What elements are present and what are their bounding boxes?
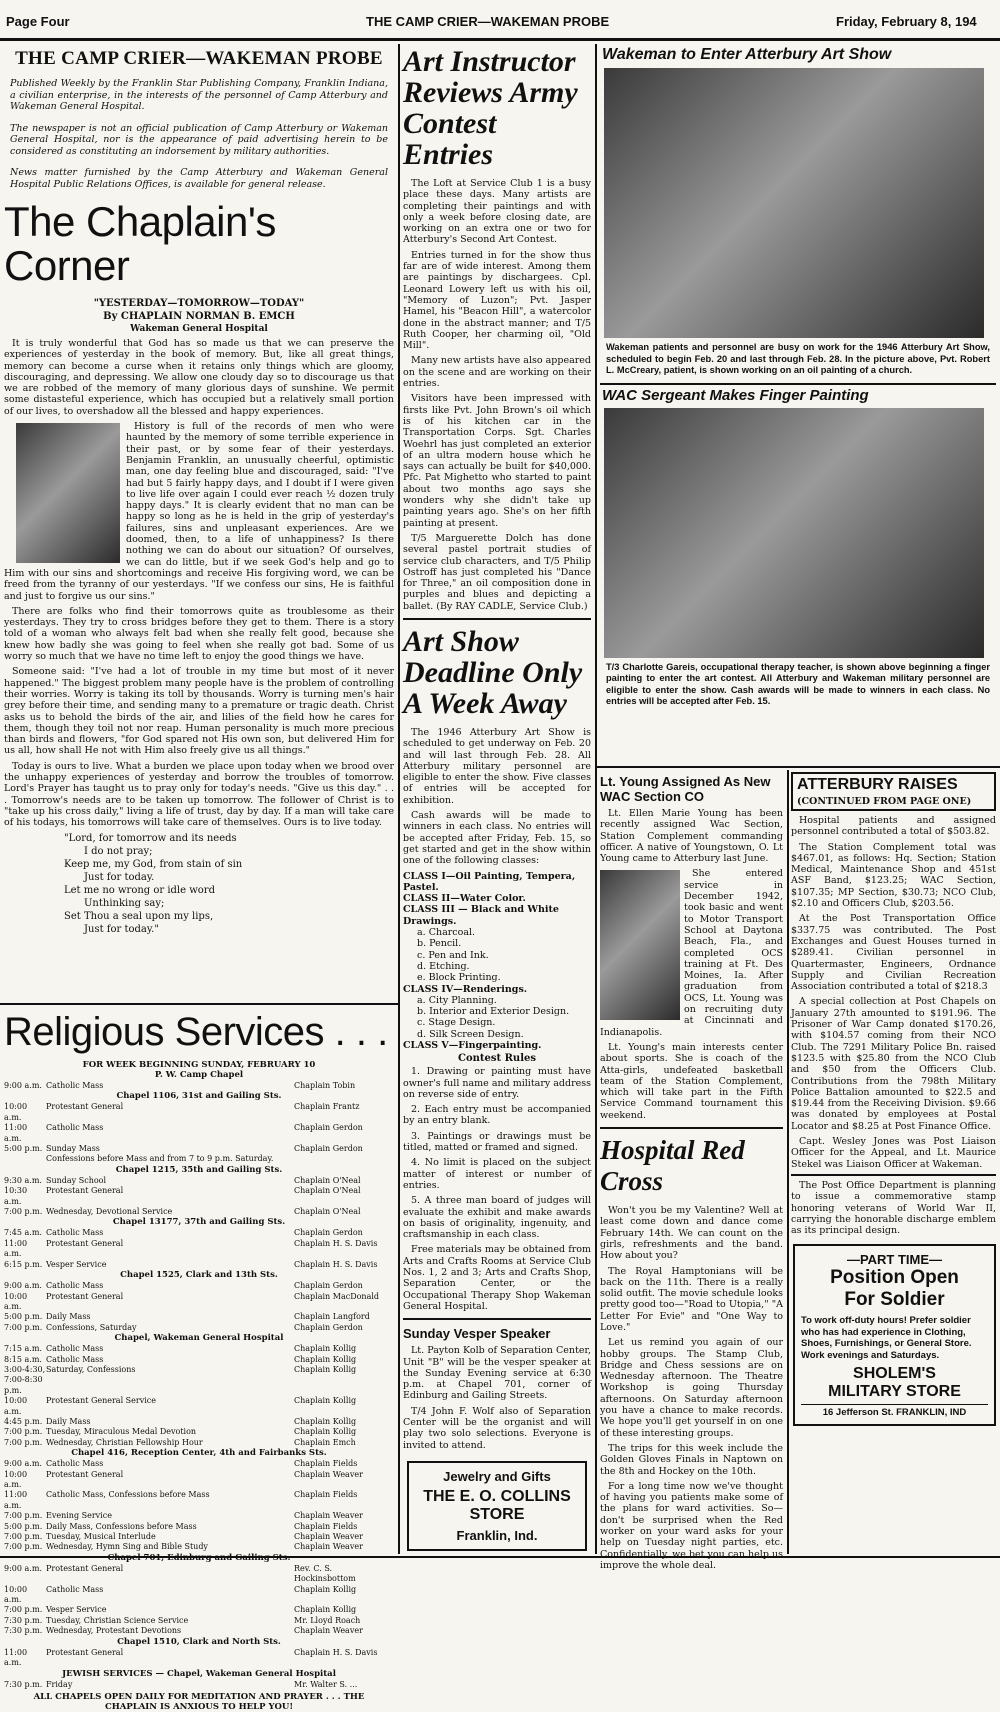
- service-row: [4, 1616, 394, 1626]
- service-row: [4, 1312, 394, 1322]
- chaplain-paragraph: History is full of the records of men who were haunted by the memory of some terrible experience in their past, or by some fear of their yesterdays. Benjamin Franklin, an unusually cheerful, optimistic man, one day feeling blue and discouraged, said: "I've had but 5 fairly happy days, and I doubt if I were given to live life over again I could ever reach ½ dozen truly happy days." It is clearly evident that no man can be happy so long as he is held in the grip of yesterday's failures, sins and unpleasant experiences. Are we doomed, then, to a life of unhappiness? Is there nothing we can do about our situation? Of ourselves, we can do little, but if we seek God's help and go to Him with our sins and shortcomings and receive His forgiving word, we can be freed from the tyranny of our yesterdays. "If we confess our sins, He is faithful and just to forgive us our sins.": [4, 421, 394, 602]
- poem-line: Unthinking say;: [84, 898, 165, 910]
- religious-footer: ALL CHAPELS OPEN DAILY FOR MEDITATION AND PRAYER . . . THE: [33, 1691, 365, 1702]
- sholem-ad-store: SHOLEM'S: [853, 1365, 936, 1383]
- young-portrait: [600, 870, 680, 1020]
- service-time: 3:00-4:30, 7:00-8:30 p.m.: [4, 1364, 46, 1395]
- young-paragraph: She entered service in December 1942, took basic and went to Motor Transport School at Daytona Beach, Fla., and completed OCS training at Ft. Des Moines, Ia. After graduation from OCS, Lt. Young was on recruiting duty at Cincinnati and Indianapolis.: [600, 868, 783, 1038]
- sholem-ad-headline-2: For Soldier: [844, 1289, 945, 1311]
- young-paragraph: Lt. Young's main interests center about sports. She is coach of the Atta-girls, undefeated basketball team of the Station Complement, which will take part in the Fifth Service Command tournament this weekend.: [600, 1041, 783, 1121]
- red-cross-heading: Hospital Red Cross: [600, 1135, 745, 1197]
- service-row: [4, 1323, 394, 1333]
- service-time: 6:15 p.m.: [4, 1259, 43, 1269]
- service-row: [4, 1292, 394, 1313]
- wac-heading: WAC Sergeant Makes Finger Painting: [602, 386, 869, 404]
- sholem-ad: [793, 1244, 996, 1426]
- service-row: [4, 1585, 394, 1606]
- raises-heading: ATTERBURY RAISES: [797, 776, 958, 793]
- art-instructor-heading: Art Instructor Reviews Army Contest Entries: [403, 45, 578, 171]
- service-name: Protestant General Service: [46, 1396, 157, 1406]
- contest-class: CLASS I—Oil Painting, Tempera, Pastel.: [403, 870, 576, 893]
- service-name: Tuesday, Miraculous Medal Devotion: [46, 1427, 197, 1437]
- red-cross-paragraph: Let us remind you again of our hobby groups. The Stamp Club, Bridge and Chess sessions are on Wednesday afternoon. The Theatre Workshop is going Thursday afternoons. On Saturday afternoon you have a chance to make records. We hope you'll get yourself in on one of these interesting groups.: [600, 1337, 783, 1439]
- class-item: a. Charcoal.: [417, 927, 476, 939]
- chaplain-byline: By CHAPLAIN NORMAN B. EMCH: [103, 311, 295, 322]
- class-item: c. Pen and Ink.: [417, 949, 489, 961]
- section-rule: [595, 766, 1000, 768]
- service-name: Catholic Mass: [46, 1281, 104, 1291]
- service-chaplain: Chaplain Gerdon: [294, 1228, 363, 1238]
- art-instructor-paragraph: Many new artists have also appeared on the scene and are working on their entries.: [403, 355, 591, 390]
- service-time: 9:30 a.m.: [4, 1175, 42, 1185]
- contest-rule: 5. A three man board of judges will evaluate the exhibit and make awards on basis of originality, ingenuity, and craftsmanship in each class.: [403, 1195, 591, 1241]
- raises-paragraph: Capt. Wesley Jones was Post Liaison Officer for the Appeal, and Lt. Maurice Stekel was Liaison Officer at Wakeman.: [791, 1136, 996, 1170]
- art-instructor-paragraph: T/5 Marguerette Dolch has done several pastel portrait studies of service club characters, and T/5 Philip Ostroff has just completed his "Dance for Three," an oil composition done in purples and blues and depicting a ballet. (By RAY CADLE, Service Club.): [403, 532, 591, 612]
- service-chaplain: Chaplain Kollig: [294, 1364, 357, 1374]
- class-item: c. Stage Design.: [417, 1017, 496, 1029]
- stamp-paragraph: The Post Office Department is planning to issue a commemorative stamp honoring veterans of World War II, carrying the honorable discharge emblem as its principal design.: [791, 1179, 996, 1237]
- contest-rules-heading: Contest Rules: [458, 1053, 536, 1065]
- service-chaplain: Chaplain Kollig: [294, 1416, 357, 1426]
- chaplain-paragraph: Someone said: "I've had a lot of trouble in my time but most of it never happened." The biggest problem many people have is the problem of controlling their worries. Worry is taking its toll by thousands. Worry is turning men's hair grey before their time, and sending many to a premature or tragic death. Christ asks us to behold the birds of the air, and lilies of the field how he cares for them, though they toil not nor reap. Human personality is much more precious than birds and flowers, "for God spared not His own son, but delivered Him for us all, how shall He not with Him also freely give us all things.": [4, 666, 394, 757]
- service-row: [4, 1154, 394, 1164]
- service-chaplain: Rev. C. S. Hockinsbottom: [294, 1563, 356, 1584]
- service-chaplain: Chaplain Kollig: [294, 1584, 357, 1594]
- deadline-paragraph: Cash awards will be made to winners in each class. No entries will be accepted after Friday, Feb. 15, so get started and get in the show within one of the following classes:: [403, 810, 591, 867]
- chapel-name: Chapel, Wakeman General Hospital: [114, 1333, 284, 1344]
- service-chaplain: Chaplain O'Neal: [294, 1207, 361, 1217]
- chapel-name: Chapel 1510, Clark and North Sts.: [117, 1636, 281, 1647]
- service-row: [4, 1344, 394, 1354]
- service-row: [4, 1648, 394, 1669]
- service-chaplain: Chaplain Kollig: [294, 1344, 357, 1354]
- service-time: 10:00 a.m.: [4, 1396, 28, 1416]
- service-row: [4, 1365, 394, 1396]
- young-heading: Lt. Young Assigned As New WAC Section CO: [600, 774, 771, 804]
- service-time: 7:00 p.m.: [4, 1437, 43, 1447]
- poem-line: Just for today.": [84, 924, 159, 936]
- wac-caption: T/3 Charlotte Gareis, occupational therapy teacher, is shown above beginning a finger painting to enter the art contest. All Atterbury and Wakeman military personnel are eligible to enter the show. Cash awards will be made to winners in each class. No entries will be accepted after Feb. 15.: [606, 661, 990, 706]
- service-chaplain: Chaplain MacDonald: [294, 1291, 380, 1301]
- service-row: [4, 1532, 394, 1542]
- service-row: [4, 1281, 394, 1291]
- service-chaplain: Chaplain Fields: [294, 1521, 358, 1531]
- service-list: [4, 1070, 394, 1690]
- service-time: 11:00 a.m.: [4, 1123, 28, 1143]
- service-time: 7:00 p.m.: [4, 1532, 43, 1542]
- service-time: 10:00 a.m.: [4, 1584, 28, 1605]
- chapel-name: Chapel 13177, 37th and Gailing Sts.: [112, 1217, 286, 1228]
- service-row: [4, 1605, 394, 1615]
- service-row: [4, 1564, 394, 1585]
- class-item: b. Pencil.: [417, 938, 462, 950]
- service-chaplain: Chaplain O'Neal: [294, 1175, 361, 1185]
- service-row: [4, 1511, 394, 1521]
- chapel-name: Chapel 1215, 35th and Gailing Sts.: [115, 1164, 283, 1175]
- contest-class: CLASS IV—Renderings.: [403, 983, 528, 995]
- service-name: Saturday, Confessions: [46, 1364, 136, 1374]
- class-item: b. Interior and Exterior Design.: [417, 1006, 570, 1018]
- service-row: [4, 1207, 394, 1217]
- service-time: 7:45 a.m.: [4, 1228, 42, 1238]
- service-chaplain: Chaplain Kollig: [294, 1396, 357, 1406]
- service-name: Wednesday, Protestant Devotions: [46, 1626, 182, 1636]
- class-item: d. Silk Screen Design.: [417, 1028, 524, 1040]
- service-name: Wednesday, Devotional Service: [46, 1207, 173, 1217]
- service-time: 11:00 a.m.: [4, 1647, 28, 1668]
- chaplain-heading: The Chaplain's Corner: [4, 198, 276, 289]
- service-name: Protestant General: [46, 1291, 124, 1301]
- section-rule: [791, 1174, 996, 1176]
- raises-continued: (CONTINUED FROM PAGE ONE): [797, 796, 972, 807]
- service-chaplain: Chaplain Fields: [294, 1459, 358, 1469]
- service-name: Sunday School: [46, 1175, 107, 1185]
- masthead-title: THE CAMP CRIER—WAKEMAN PROBE: [15, 48, 383, 69]
- young-paragraph: Lt. Ellen Marie Young has been recently assigned Wac Section, Station Complement commanding officer. A native of Youngstown, O. Lt Young came to Atterbury last June.: [600, 808, 783, 865]
- poem-line: "Lord, for tomorrow and its needs: [64, 833, 237, 845]
- class-item: d. Etching.: [417, 960, 470, 972]
- chaplain-paragraph: There are folks who find their tomorrows quite as troublesome as their yesterdays. They try to cross bridges before they get to them. There is a story told of a woman who always felt bad when she really felt good, because she knew how badly she was going to feel when she really got bad. Some of us worry so much that we have no time left to enjoy the good things we have.: [4, 605, 394, 663]
- service-chaplain: Chaplain Fields: [294, 1490, 358, 1500]
- footer-rule: [0, 1556, 1000, 1558]
- service-row: [4, 1459, 394, 1469]
- service-chaplain: Mr. Lloyd Roach: [294, 1615, 361, 1625]
- service-chaplain: Chaplain O'Neal: [294, 1186, 361, 1196]
- service-chaplain: Chaplain Weaver: [294, 1532, 363, 1542]
- service-name: Tuesday, Christian Science Service: [46, 1615, 189, 1625]
- service-name: Catholic Mass, Confessions before Mass: [46, 1490, 210, 1500]
- disclaimer-note: The newspaper is not an official publication of Camp Atterbury or Wakeman General Hospital, nor is the appearance of paid advertising herein to be considered as constituting an indorsement by military authorities.: [10, 122, 388, 157]
- red-cross-paragraph: The trips for this week include the Golden Gloves Finals in Naptown on the 8th and Hockey on the 10th.: [600, 1442, 783, 1477]
- raises-paragraph: At the Post Transportation Office $337.75 was contributed. The Post Exchanges and Guest Houses turned in $289.41. Civilian personnel in Quartermaster, Engineers, Ordnance Supply and Civilian Recreation Association contributed a total of $218.3: [791, 913, 996, 993]
- chaplain-poem: [4, 832, 394, 936]
- chapel-name: Chapel 1525, Clark and 13th Sts.: [120, 1270, 278, 1281]
- service-row: [4, 1417, 394, 1427]
- service-name: Catholic Mass: [46, 1123, 104, 1133]
- service-name: Protestant General: [46, 1469, 124, 1479]
- service-name: Catholic Mass: [46, 1344, 104, 1354]
- service-name: Confessions before Mass and from 7 to 9 p.m. Saturday.: [46, 1154, 274, 1164]
- service-row: [4, 1144, 394, 1154]
- service-name: Protestant General: [46, 1563, 124, 1573]
- service-row: [4, 1427, 394, 1437]
- service-name: Daily Mass: [46, 1416, 91, 1426]
- poem-line: Keep me, my God, from stain of sin: [64, 859, 243, 871]
- finger-painting-photo: [604, 408, 984, 658]
- poem-line: Just for today.: [84, 872, 155, 884]
- service-chaplain: Chaplain Weaver: [294, 1511, 363, 1521]
- service-time: 7:15 a.m.: [4, 1344, 42, 1354]
- service-time: 7:30 p.m.: [4, 1679, 43, 1689]
- page-header: [0, 0, 1000, 40]
- running-title: THE CAMP CRIER—WAKEMAN PROBE: [366, 14, 610, 29]
- contest-rule: 3. Paintings or drawings must be titled, matted or framed and signed.: [403, 1130, 591, 1154]
- service-name: Protestant General: [46, 1102, 124, 1112]
- service-chaplain: Chaplain Langford: [294, 1312, 370, 1322]
- sholem-ad-kicker: —PART TIME—: [846, 1252, 943, 1268]
- service-time: 4:45 p.m.: [4, 1416, 43, 1426]
- service-name: Vesper Service: [46, 1259, 107, 1269]
- service-row: [4, 1081, 394, 1091]
- service-chaplain: Chaplain Tobin: [294, 1081, 356, 1090]
- class-item: a. City Planning.: [417, 994, 497, 1006]
- service-row: [4, 1470, 394, 1491]
- service-chaplain: Chaplain Weaver: [294, 1626, 363, 1636]
- service-name: Catholic Mass: [46, 1584, 104, 1594]
- service-time: 9:00 a.m.: [4, 1459, 42, 1469]
- release-note: News matter furnished by the Camp Atterbury and Wakeman General Hospital Public Relations Offices, is available for general release.: [10, 167, 388, 190]
- section-rule: [0, 1003, 398, 1005]
- chaplain-portrait: [16, 423, 120, 563]
- service-time: 7:30 p.m.: [4, 1626, 43, 1636]
- service-time: 10:00 a.m.: [4, 1469, 28, 1489]
- vesper-heading: Sunday Vesper Speaker: [403, 1326, 551, 1342]
- service-chaplain: Chaplain Emch: [294, 1437, 356, 1447]
- contest-rule: 4. No limit is placed on the subject matter of interest or number of entries.: [403, 1157, 591, 1191]
- service-name: Confessions, Saturday: [46, 1322, 137, 1332]
- page-label: Page Four: [6, 14, 70, 29]
- service-name: Daily Mass: [46, 1312, 91, 1322]
- service-time: 9:00 a.m.: [4, 1081, 42, 1090]
- contest-class: CLASS III — Black and White Drawings.: [403, 904, 559, 927]
- raises-paragraph: A special collection at Post Chapels on January 27th amounted to $191.96. The Prisoner of War Camp donated $170.26, with $104.57 coming from their NCO Club. The 7291 Military Police Bn. raised $123.5 with $25.80 from the NCO Club and $50 from the Officers Club. Contributions from the 798th Military Police Battalion amounted to $22.5 and $19.44 from the Receiving Division. $9.66 was donated by employees at Postal Locator and $8.25 at Post Finance Office.: [791, 996, 996, 1132]
- chaplain-subtitle: "YESTERDAY—TOMORROW—TODAY": [93, 298, 305, 309]
- service-row: [4, 1228, 394, 1238]
- right-lower-column: [600, 772, 783, 1571]
- service-chaplain: Chaplain H. S. Davis: [294, 1238, 378, 1248]
- sholem-ad-headline: Position Open: [830, 1267, 959, 1289]
- chaplain-paragraph: It is truly wonderful that God has so made us that we can preserve the experiences of yesterday in the book of memory. But, like all great things, memory can become a curse when it retains only things which are gloomy, discouraging, and depressing. We allow one cloudy day so to discourage us that we are robbed of the memory of many glorious days of sunshine. We permit some distasteful experience, which has occupied but a relatively small portion of our lives, to overshadow all the blessed and happy experiences.: [4, 338, 394, 417]
- raises-column: [791, 772, 996, 1562]
- service-time: 11:00 a.m.: [4, 1238, 28, 1259]
- red-cross-paragraph: The Royal Hamptonians will be back on the 11th. There is a really solid outfit. The movie schedule looks pretty good too—"Road to Utopia," "A Letter For Evie" and "One Way to Love.": [600, 1265, 783, 1333]
- service-name: Tuesday, Musical Interlude: [46, 1532, 156, 1542]
- deadline-heading: Art Show Deadline Only A Week Away: [403, 624, 583, 720]
- service-name: Catholic Mass: [46, 1354, 104, 1364]
- service-row: [4, 1438, 394, 1448]
- service-row: [4, 1522, 394, 1532]
- service-time: 7:00 p.m.: [4, 1427, 43, 1437]
- column-rule: [595, 44, 597, 1554]
- contest-rule: 2. Each entry must be accompanied by an entry blank.: [403, 1104, 591, 1127]
- service-chaplain: Chaplain Gerdon: [294, 1144, 363, 1154]
- service-chaplain: Chaplain Kollig: [294, 1354, 357, 1364]
- vesper-paragraph: Lt. Payton Kolb of Separation Center, Unit "B" will be the vesper speaker at the Sunday Evening service at 6:30 p.m. at Chapel 701, corner of Edinburg and Gailing Streets.: [403, 1345, 591, 1402]
- service-name: Catholic Mass: [46, 1228, 104, 1238]
- service-chaplain: Chaplain Kollig: [294, 1427, 357, 1437]
- service-time: [4, 1154, 46, 1164]
- issue-date: Friday, February 8, 194: [836, 14, 977, 29]
- service-name: Catholic Mass: [46, 1459, 104, 1469]
- service-row: [4, 1396, 394, 1417]
- service-name: Protestant General: [46, 1186, 124, 1196]
- service-chaplain: Chaplain Frantz: [294, 1102, 360, 1112]
- service-name: Wednesday, Christian Fellowship Hour: [46, 1437, 203, 1447]
- collins-ad-location: Franklin, Ind.: [456, 1527, 538, 1543]
- religious-week: FOR WEEK BEGINNING SUNDAY, FEBRUARY 10: [82, 1060, 316, 1070]
- service-row: [4, 1176, 394, 1186]
- art-show-photo: [604, 68, 984, 338]
- art-instructor-paragraph: Visitors have been impressed with firsts like Pvt. John Brown's oil which is of his kitchen car in the Transportation Corps. Sgt. Charles Woehrl has just completed an exterior of an ultra modern house which he says can actually be built for $40,000. Pfc. Pat Mighetto who started to paint about two months ago says she wonders why she didn't take up painting years ago. She's on her fifth painting at present.: [403, 393, 591, 529]
- vesper-paragraph: T/4 John F. Wolf also of Separation Center will be the organist and will play two solo selections. Everyone is invited to attend.: [403, 1405, 591, 1451]
- section-rule: [403, 1318, 591, 1320]
- service-time: 8:15 a.m.: [4, 1354, 42, 1364]
- service-time: 5:00 p.m.: [4, 1312, 43, 1322]
- service-time: 10:00 a.m.: [4, 1102, 28, 1122]
- service-chaplain: Chaplain Kollig: [294, 1605, 357, 1615]
- service-chaplain: Chaplain H. S. Davis: [294, 1259, 378, 1269]
- service-chaplain: Chaplain Weaver: [294, 1542, 363, 1552]
- collins-ad-name: THE E. O. COLLINS STORE: [423, 1487, 571, 1523]
- collins-ad: [407, 1461, 587, 1551]
- chaplain-affiliation: Wakeman General Hospital: [130, 324, 268, 334]
- service-time: 7:00 p.m.: [4, 1511, 43, 1521]
- service-time: 5:00 p.m.: [4, 1144, 43, 1154]
- chapel-name: Chapel 1106, 31st and Gailing Sts.: [116, 1091, 282, 1102]
- service-row: [4, 1626, 394, 1636]
- service-name: Daily Mass, Confessions before Mass: [46, 1521, 197, 1531]
- collins-ad-line: Jewelry and Gifts: [443, 1468, 551, 1484]
- middle-column: [403, 44, 591, 1559]
- service-row: [4, 1260, 394, 1270]
- raises-heading-box: [791, 772, 996, 811]
- red-cross-paragraph: For a long time now we've thought of having you patients make some of the plans for ward activities. So—don't be surprised when the Red worker on your ward asks for your help on Tuesday night parties, etc. Confidentially, we bet you can help us improve the whole deal.: [600, 1480, 783, 1571]
- service-time: 10:30 a.m.: [4, 1186, 28, 1206]
- chapel-name: P. W. Camp Chapel: [154, 1070, 244, 1080]
- contest-class: CLASS II—Water Color.: [403, 893, 526, 905]
- service-row: [4, 1123, 394, 1144]
- service-name: Wednesday, Hymn Sing and Bible Study: [46, 1542, 208, 1552]
- red-cross-paragraph: Won't you be my Valentine? Well at least come down and dance come February 14th. We can count on the girls, refreshments and the band. How about you?: [600, 1205, 783, 1262]
- service-chaplain: Chaplain Gerdon: [294, 1281, 363, 1291]
- service-time: 7:00 p.m.: [4, 1605, 43, 1615]
- right-column-top: [600, 44, 996, 764]
- section-rule: [600, 1127, 783, 1129]
- column-rule: [398, 44, 400, 1554]
- chapel-name: Chapel 416, Reception Center, 4th and Fairbanks Sts.: [71, 1448, 327, 1459]
- service-row: [4, 1355, 394, 1365]
- class-item: e. Block Printing.: [417, 972, 501, 984]
- service-row: [4, 1680, 394, 1690]
- service-chaplain: Chaplain Gerdon: [294, 1123, 363, 1133]
- service-chaplain: [294, 1154, 394, 1164]
- service-time: 7:00 p.m.: [4, 1207, 43, 1217]
- contest-class: CLASS V—Fingerpainting.: [403, 1040, 542, 1051]
- service-time: 7:00 p.m.: [4, 1322, 43, 1332]
- service-time: 7:00 p.m.: [4, 1542, 43, 1552]
- deadline-paragraph: Free materials may be obtained from Arts and Crafts Rooms at Service Club Nos. 1, 2 and 3; Arts and Crafts Shop, Separation Center, or the Occupational Therapy Shop Wakeman General Hospital.: [403, 1244, 591, 1312]
- column-rule: [787, 770, 789, 1554]
- service-time: 9:00 a.m.: [4, 1281, 42, 1291]
- service-time: 7:30 p.m.: [4, 1615, 43, 1625]
- service-time: 10:00 a.m.: [4, 1291, 28, 1311]
- service-row: [4, 1102, 394, 1123]
- service-row: [4, 1186, 394, 1207]
- deadline-paragraph: The 1946 Atterbury Art Show is scheduled to get underway on Feb. 20 and will last through Feb. 28. All Atterbury military personnel are eligible to enter the show. Five classes of entries will be accepted for exhibition.: [403, 726, 591, 806]
- service-time: 11:00 a.m.: [4, 1490, 28, 1510]
- chapel-name: JEWISH SERVICES — Chapel, Wakeman General Hospital: [62, 1668, 336, 1679]
- religious-footer-2: CHAPLAIN IS ANXIOUS TO HELP YOU!: [104, 1701, 294, 1712]
- religious-services: [4, 1006, 394, 1712]
- service-chaplain: Mr. Walter S. ...: [294, 1679, 358, 1689]
- service-chaplain: Chaplain H. S. Davis: [294, 1647, 378, 1657]
- sholem-ad-body: To work off-duty hours! Prefer soldier who has had experience in Clothing, Shoes, Furnishings, or General Store. Work evenings and Saturdays.: [801, 1315, 972, 1361]
- service-name: Evening Service: [46, 1511, 112, 1521]
- art-instructor-paragraph: The Loft at Service Club 1 is a busy place these days. Many artists are completing their paintings and with only a week before closing date, are working on an extra one or two for Atterbury's Second Art Contest.: [403, 178, 591, 246]
- sholem-ad-address: 16 Jefferson St. FRANKLIN, IND: [801, 1404, 988, 1418]
- service-name: Protestant General: [46, 1647, 124, 1657]
- wakeman-art-heading: Wakeman to Enter Atterbury Art Show: [602, 46, 892, 63]
- service-name: Friday: [46, 1679, 73, 1689]
- religious-heading: Religious Services . . .: [4, 1010, 388, 1054]
- section-rule: [403, 618, 591, 620]
- service-name: Vesper Service: [46, 1605, 107, 1615]
- poem-line: Let me no wrong or idle word: [64, 885, 215, 897]
- wakeman-art-caption: Wakeman patients and personnel are busy on work for the 1946 Atterbury Art Show, scheduled to begin Feb. 20 and last through Feb. 28. In the picture above, Pvt. Robert L. McCreary, patient, is shown working on an oil painting of a church.: [606, 342, 990, 375]
- raises-paragraph: The Station Complement total was $467.01, as follows: Hq. Section; Station Medical, Maintenance Shop and 451st ASF Band, $123.25; WAC Section, $107.35; MP Section, $30.73; NCO Club, $2.10 and Officers Club, $203.56.: [791, 841, 996, 910]
- poem-line: I do not pray;: [84, 846, 153, 858]
- section-rule: [600, 383, 996, 385]
- service-time: 9:00 a.m.: [4, 1563, 42, 1573]
- service-chaplain: Chaplain Weaver: [294, 1469, 363, 1479]
- service-name: Protestant General: [46, 1238, 124, 1248]
- service-name: Catholic Mass: [46, 1081, 104, 1090]
- service-row: [4, 1490, 394, 1511]
- service-chaplain: Chaplain Gerdon: [294, 1322, 363, 1332]
- chaplain-paragraph: Today is ours to live. What a burden we place upon today when we brood over the unhappy experiences of yesterday and borrow the troubles of tomorrow. Lord's Prayer has taught us to pray only for today's needs. "Give us this day." . . . Tomorrow's needs are to be taken up tomorrow. The follower of Christ is to "take up his cross daily," living a life of trust, day by day. If a man will take care of his todays, his tomorrows will take care of themselves. Ours is to live today.: [4, 760, 394, 829]
- header-rule: [0, 38, 1000, 41]
- service-row: [4, 1542, 394, 1552]
- publisher-note: Published Weekly by the Franklin Star Publishing Company, Franklin Indiana, a civilian enterprise, in the interests of the personnel of Camp Atterbury and Wakeman General Hospital.: [10, 78, 388, 112]
- poem-line: Set Thou a seal upon my lips,: [64, 911, 214, 923]
- chapel-name: Chapel 701, Edinburg and Gailing Sts.: [107, 1552, 291, 1563]
- art-instructor-paragraph: Entries turned in for the show thus far are of wide interest. Among them are paintings by dischargees. Cpl. Leonard Lowery left us with his oil, "Memory of Luzon"; Pvt. Jasper Hamel, his "Beacon Hill", a watercolor done in the abstract manner; and T/5 Ruth Cooper, her charming oil, "Old Mill".: [403, 249, 591, 352]
- raises-paragraph: Hospital patients and assigned personnel contributed a total of $503.82.: [791, 815, 996, 838]
- service-name: Sunday Mass: [46, 1144, 100, 1154]
- sholem-ad-store-2: MILITARY STORE: [828, 1383, 961, 1401]
- service-row: [4, 1239, 394, 1260]
- contest-rule: 1. Drawing or painting must have owner's full name and military address on reverse side of entry.: [403, 1066, 591, 1100]
- service-time: 5:00 p.m.: [4, 1521, 43, 1531]
